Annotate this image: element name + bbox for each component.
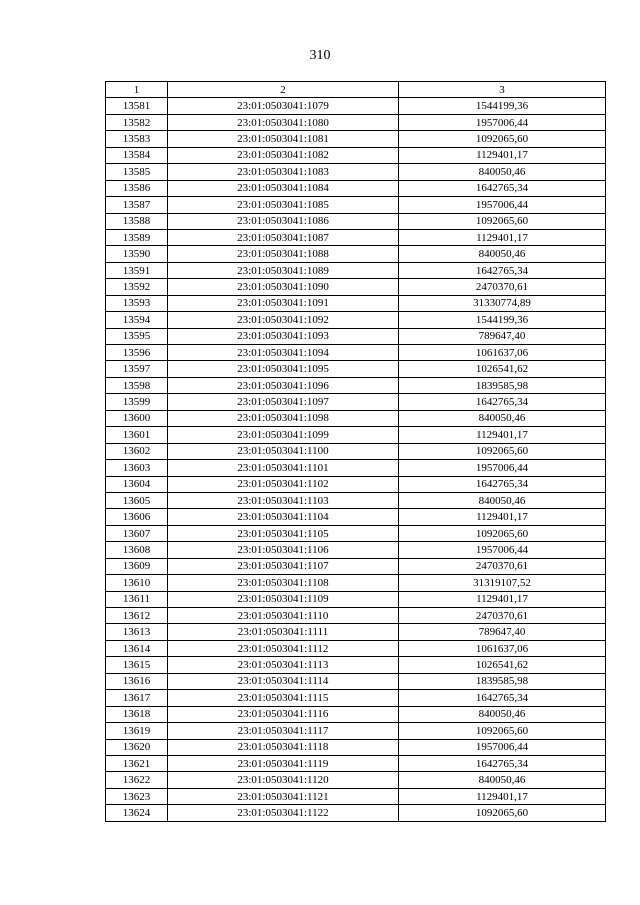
table-row — [106, 673, 606, 689]
table-row — [106, 723, 606, 739]
table-row — [106, 114, 606, 130]
row-number-cell: 13588 — [106, 213, 168, 229]
value-cell: 1129401,17 — [399, 788, 606, 804]
table-row — [106, 229, 606, 245]
row-number-cell: 13582 — [106, 114, 168, 130]
table-row — [106, 805, 606, 821]
table-header-row — [106, 82, 606, 98]
row-number-cell: 13593 — [106, 295, 168, 311]
row-number-cell: 13598 — [106, 377, 168, 393]
table-row — [106, 394, 606, 410]
value-cell: 2470370,61 — [399, 279, 606, 295]
cadastral-number-cell: 23:01:0503041:1109 — [168, 591, 399, 607]
row-number-cell: 13596 — [106, 345, 168, 361]
table-row — [106, 427, 606, 443]
value-cell: 1061637,06 — [399, 640, 606, 656]
row-number-cell: 13585 — [106, 164, 168, 180]
value-cell: 31330774,89 — [399, 295, 606, 311]
value-cell: 1061637,06 — [399, 345, 606, 361]
row-number-cell: 13615 — [106, 657, 168, 673]
row-number-cell: 13607 — [106, 525, 168, 541]
cadastral-number-cell: 23:01:0503041:1118 — [168, 739, 399, 755]
row-number-cell: 13623 — [106, 788, 168, 804]
value-cell: 1642765,34 — [399, 180, 606, 196]
table-row — [106, 279, 606, 295]
cadastral-number-cell: 23:01:0503041:1112 — [168, 640, 399, 656]
table-row — [106, 180, 606, 196]
value-cell: 840050,46 — [399, 410, 606, 426]
cadastral-number-cell: 23:01:0503041:1096 — [168, 377, 399, 393]
cadastral-number-cell: 23:01:0503041:1088 — [168, 246, 399, 262]
value-cell: 1129401,17 — [399, 147, 606, 163]
cadastral-number-cell: 23:01:0503041:1114 — [168, 673, 399, 689]
table-row — [106, 312, 606, 328]
cadastral-number-cell: 23:01:0503041:1087 — [168, 229, 399, 245]
row-number-cell: 13620 — [106, 739, 168, 755]
row-number-cell: 13614 — [106, 640, 168, 656]
row-number-cell: 13603 — [106, 460, 168, 476]
row-number-cell: 13608 — [106, 542, 168, 558]
cadastral-number-cell: 23:01:0503041:1084 — [168, 180, 399, 196]
table-row — [106, 213, 606, 229]
row-number-cell: 13613 — [106, 624, 168, 640]
value-cell: 1957006,44 — [399, 739, 606, 755]
table-row — [106, 575, 606, 591]
row-number-cell: 13601 — [106, 427, 168, 443]
row-number-cell: 13584 — [106, 147, 168, 163]
table-row — [106, 98, 606, 114]
table-row — [106, 558, 606, 574]
table-row — [106, 295, 606, 311]
row-number-cell: 13581 — [106, 98, 168, 114]
table-row — [106, 542, 606, 558]
table-row — [106, 164, 606, 180]
column-header-3: 3 — [399, 82, 606, 98]
table-body — [106, 98, 606, 821]
value-cell: 789647,40 — [399, 328, 606, 344]
cadastral-number-cell: 23:01:0503041:1106 — [168, 542, 399, 558]
cadastral-number-cell: 23:01:0503041:1094 — [168, 345, 399, 361]
cadastral-number-cell: 23:01:0503041:1102 — [168, 476, 399, 492]
cadastral-number-cell: 23:01:0503041:1092 — [168, 312, 399, 328]
row-number-cell: 13594 — [106, 312, 168, 328]
cadastral-number-cell: 23:01:0503041:1104 — [168, 509, 399, 525]
value-cell: 1092065,60 — [399, 525, 606, 541]
row-number-cell: 13591 — [106, 262, 168, 278]
table-row — [106, 640, 606, 656]
table-row — [106, 608, 606, 624]
row-number-cell: 13619 — [106, 723, 168, 739]
row-number-cell: 13587 — [106, 197, 168, 213]
row-number-cell: 13606 — [106, 509, 168, 525]
table-row — [106, 328, 606, 344]
value-cell: 1642765,34 — [399, 476, 606, 492]
row-number-cell: 13583 — [106, 131, 168, 147]
table-row — [106, 246, 606, 262]
value-cell: 1092065,60 — [399, 131, 606, 147]
data-table — [105, 81, 606, 822]
cadastral-number-cell: 23:01:0503041:1093 — [168, 328, 399, 344]
value-cell: 1092065,60 — [399, 723, 606, 739]
cadastral-number-cell: 23:01:0503041:1113 — [168, 657, 399, 673]
cadastral-number-cell: 23:01:0503041:1086 — [168, 213, 399, 229]
table-row — [106, 591, 606, 607]
value-cell: 2470370,61 — [399, 558, 606, 574]
table-row — [106, 509, 606, 525]
row-number-cell: 13622 — [106, 772, 168, 788]
table-row — [106, 443, 606, 459]
cadastral-number-cell: 23:01:0503041:1085 — [168, 197, 399, 213]
table-row — [106, 739, 606, 755]
cadastral-number-cell: 23:01:0503041:1097 — [168, 394, 399, 410]
cadastral-number-cell: 23:01:0503041:1103 — [168, 492, 399, 508]
cadastral-number-cell: 23:01:0503041:1117 — [168, 723, 399, 739]
row-number-cell: 13624 — [106, 805, 168, 821]
row-number-cell: 13590 — [106, 246, 168, 262]
cadastral-number-cell: 23:01:0503041:1081 — [168, 131, 399, 147]
value-cell: 840050,46 — [399, 772, 606, 788]
table-row — [106, 460, 606, 476]
row-number-cell: 13617 — [106, 690, 168, 706]
value-cell: 1957006,44 — [399, 197, 606, 213]
table-row — [106, 345, 606, 361]
table-row — [106, 657, 606, 673]
value-cell: 1544199,36 — [399, 98, 606, 114]
row-number-cell: 13586 — [106, 180, 168, 196]
table-row — [106, 476, 606, 492]
value-cell: 1129401,17 — [399, 509, 606, 525]
value-cell: 1092065,60 — [399, 213, 606, 229]
column-header-1: 1 — [106, 82, 168, 98]
value-cell: 1642765,34 — [399, 262, 606, 278]
value-cell: 1092065,60 — [399, 443, 606, 459]
table-row — [106, 788, 606, 804]
value-cell: 1642765,34 — [399, 755, 606, 771]
row-number-cell: 13611 — [106, 591, 168, 607]
cadastral-number-cell: 23:01:0503041:1080 — [168, 114, 399, 130]
value-cell: 1092065,60 — [399, 805, 606, 821]
value-cell: 31319107,52 — [399, 575, 606, 591]
table-row — [106, 377, 606, 393]
cadastral-number-cell: 23:01:0503041:1089 — [168, 262, 399, 278]
value-cell: 1839585,98 — [399, 377, 606, 393]
cadastral-number-cell: 23:01:0503041:1111 — [168, 624, 399, 640]
row-number-cell: 13602 — [106, 443, 168, 459]
value-cell: 840050,46 — [399, 706, 606, 722]
cadastral-number-cell: 23:01:0503041:1101 — [168, 460, 399, 476]
table-row — [106, 197, 606, 213]
cadastral-number-cell: 23:01:0503041:1098 — [168, 410, 399, 426]
value-cell: 1957006,44 — [399, 114, 606, 130]
value-cell: 1957006,44 — [399, 542, 606, 558]
cadastral-number-cell: 23:01:0503041:1105 — [168, 525, 399, 541]
row-number-cell: 13595 — [106, 328, 168, 344]
value-cell: 1642765,34 — [399, 690, 606, 706]
cadastral-number-cell: 23:01:0503041:1119 — [168, 755, 399, 771]
value-cell: 840050,46 — [399, 246, 606, 262]
table-row — [106, 131, 606, 147]
value-cell: 1544199,36 — [399, 312, 606, 328]
row-number-cell: 13599 — [106, 394, 168, 410]
table-row — [106, 706, 606, 722]
value-cell: 1129401,17 — [399, 591, 606, 607]
cadastral-number-cell: 23:01:0503041:1107 — [168, 558, 399, 574]
value-cell: 1026541,62 — [399, 361, 606, 377]
cadastral-number-cell: 23:01:0503041:1095 — [168, 361, 399, 377]
cadastral-number-cell: 23:01:0503041:1099 — [168, 427, 399, 443]
value-cell: 840050,46 — [399, 492, 606, 508]
row-number-cell: 13618 — [106, 706, 168, 722]
table-row — [106, 262, 606, 278]
value-cell: 1129401,17 — [399, 229, 606, 245]
row-number-cell: 13612 — [106, 608, 168, 624]
cadastral-number-cell: 23:01:0503041:1091 — [168, 295, 399, 311]
value-cell: 1957006,44 — [399, 460, 606, 476]
table-row — [106, 690, 606, 706]
value-cell: 1642765,34 — [399, 394, 606, 410]
value-cell: 840050,46 — [399, 164, 606, 180]
row-number-cell: 13597 — [106, 361, 168, 377]
table-row — [106, 147, 606, 163]
value-cell: 1026541,62 — [399, 657, 606, 673]
cadastral-number-cell: 23:01:0503041:1083 — [168, 164, 399, 180]
row-number-cell: 13610 — [106, 575, 168, 591]
cadastral-number-cell: 23:01:0503041:1121 — [168, 788, 399, 804]
cadastral-number-cell: 23:01:0503041:1116 — [168, 706, 399, 722]
table-row — [106, 755, 606, 771]
value-cell: 2470370,61 — [399, 608, 606, 624]
cadastral-number-cell: 23:01:0503041:1100 — [168, 443, 399, 459]
table-row — [106, 525, 606, 541]
table-row — [106, 492, 606, 508]
value-cell: 1129401,17 — [399, 427, 606, 443]
table-row — [106, 772, 606, 788]
cadastral-number-cell: 23:01:0503041:1120 — [168, 772, 399, 788]
row-number-cell: 13621 — [106, 755, 168, 771]
row-number-cell: 13609 — [106, 558, 168, 574]
table-row — [106, 624, 606, 640]
cadastral-number-cell: 23:01:0503041:1110 — [168, 608, 399, 624]
cadastral-number-cell: 23:01:0503041:1108 — [168, 575, 399, 591]
page-number: 310 — [309, 48, 331, 63]
table-row — [106, 410, 606, 426]
cadastral-number-cell: 23:01:0503041:1079 — [168, 98, 399, 114]
row-number-cell: 13616 — [106, 673, 168, 689]
row-number-cell: 13600 — [106, 410, 168, 426]
row-number-cell: 13605 — [106, 492, 168, 508]
table-row — [106, 361, 606, 377]
cadastral-number-cell: 23:01:0503041:1122 — [168, 805, 399, 821]
cadastral-number-cell: 23:01:0503041:1082 — [168, 147, 399, 163]
column-header-2: 2 — [168, 82, 399, 98]
row-number-cell: 13592 — [106, 279, 168, 295]
value-cell: 789647,40 — [399, 624, 606, 640]
row-number-cell: 13589 — [106, 229, 168, 245]
value-cell: 1839585,98 — [399, 673, 606, 689]
cadastral-number-cell: 23:01:0503041:1115 — [168, 690, 399, 706]
cadastral-number-cell: 23:01:0503041:1090 — [168, 279, 399, 295]
row-number-cell: 13604 — [106, 476, 168, 492]
